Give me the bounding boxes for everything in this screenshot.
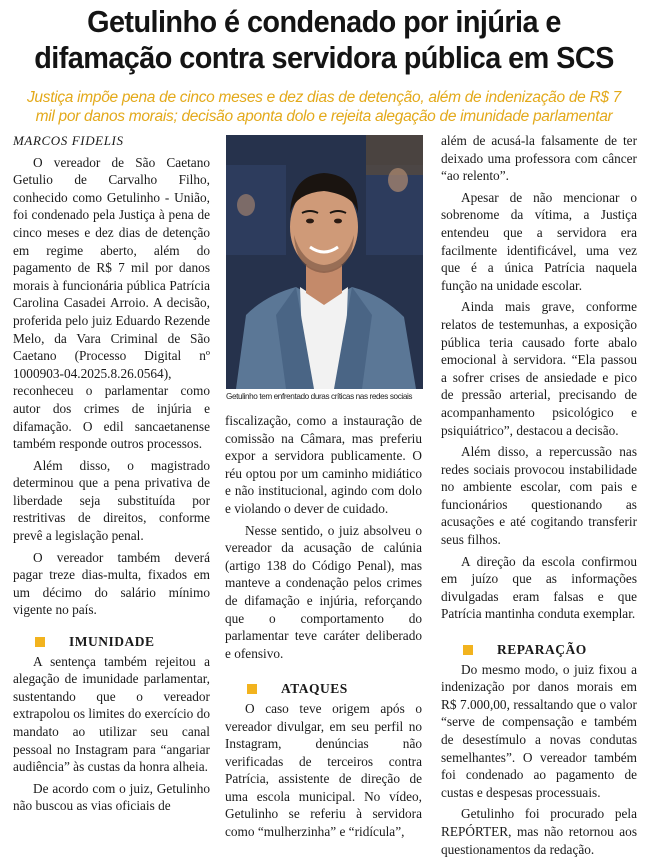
- paragraph: O caso teve origem após o vereador divulgar, em seu perfil no Instagram, denúncias não verificadas de terceiros contra Patrícia, assistente de direção de uma escola municipal. No vídeo, Getulinho se referiu à servidora como “mulherzinha” e “ridícula”,: [225, 700, 422, 840]
- paragraph: além de acusá-la falsamente de ter deixado uma professora com câncer “ao relento”.: [441, 133, 637, 184]
- paragraph: Apesar de não mencionar o sobrenome da vítima, a Justiça entendeu que a servidora era facilmente identificável, uma vez que é a única Patrícia naquela função na unidade escolar.: [441, 189, 637, 293]
- paragraph: fiscalização, como a instauração de comissão na Câmara, mas preferiu expor a servidora publicamente. O réu optou por um caminho midiático e não institucional, agindo com dolo e violando o dever de cuidado.: [225, 413, 422, 516]
- paragraph: Do mesmo modo, o juiz fixou a indenização por danos morais em R$ 7.000,00, ressaltando que o valor “serve de compensação e também de desestímulo a novas condutas semelhantes”. O vereador também foi condenado ao pagamento de custas e despesas processuais.: [441, 661, 637, 800]
- paragraph: Getulinho foi procurado pela REPÓRTER, mas não retornou aos questionamentos da redação.: [441, 806, 637, 857]
- paragraph: A sentença também rejeitou a alegação de imunidade parlamentar, sustentando que o vereador extrapolou os limites do exercício do mandato ao utilizar seu canal pessoal no Instagram para “angariar audiência” às custas da honra alheia.: [13, 653, 210, 775]
- subheadline: Justiça impõe pena de cinco meses e dez dias de detenção, além de indenização de R$ 7 mil por danos morais; decisão aponta dolo e rejeita alegação de imunidade parlamentar: [26, 89, 622, 125]
- paragraph: Além disso, o magistrado determinou que a pena privativa de liberdade seja substituída por restritivas de direitos, conforme prevê a legislação penal.: [13, 457, 210, 544]
- section-marker-icon: [463, 645, 473, 655]
- section-heading-text: IMUNIDADE: [69, 634, 155, 650]
- column-left: [13, 132, 210, 815]
- section-heading-imunidade: [13, 633, 210, 651]
- paragraph: O vereador também deverá pagar treze dias-multa, fixados em um décimo do salário mínimo vigente no país.: [13, 549, 210, 618]
- section-marker-icon: [35, 637, 45, 647]
- paragraph: O vereador de São Caetano Getulio de Carvalho Filho, conhecido como Getulinho - União, foi condenado pela Justiça à pena de cinco meses e dez dias de detenção em regime aberto, além do pagamento de R$ 7 mil por danos morais à funcionária pública Patrícia Carolina Casadei Arroio. A decisão, proferida pelo juiz Eduardo Rezende Melo, da Vara Criminal de São Caetano (Processo Digital nº 1000903-04.2025.8.26.0564), reconheceu o parlamentar como autor dos crimes de injúria e difamação. O edil sancaetanense também responde outros processos.: [13, 154, 210, 452]
- column-middle: [225, 412, 422, 841]
- section-heading-text: REPARAÇÃO: [497, 642, 587, 658]
- photo-caption: Getulinho tem enfrentado duras críticas nas redes sociais: [226, 392, 413, 401]
- headline: Getulinho é condenado por injúria e difamação contra servidora pública em SCS: [34, 4, 614, 75]
- section-marker-icon: [247, 684, 257, 694]
- column-right: [441, 132, 637, 858]
- paragraph: Nesse sentido, o juiz absolveu o vereador da acusação de calúnia (artigo 138 do Código Penal), mas manteve a condenação pelos crimes de difamação e injúria, reforçando que o comportamento do parlamentar teve caráter deliberado e ofensivo.: [225, 522, 422, 661]
- section-heading-ataques: [225, 680, 422, 698]
- article-photo: [226, 135, 423, 389]
- section-heading-text: ATAQUES: [281, 681, 348, 697]
- section-heading-reparacao: [441, 641, 637, 659]
- byline: MARCOS FIDELIS: [13, 133, 124, 148]
- paragraph: De acordo com o juiz, Getulinho não buscou as vias oficiais de: [13, 780, 210, 814]
- paragraph: A direção da escola confirmou em juízo que as informações divulgadas eram falsas e que Patrícia mantinha conduta exemplar.: [441, 553, 637, 622]
- paragraph: Ainda mais grave, conforme relatos de testemunhas, a exposição pública teria causado forte abalo emocional à servidora. “Ela passou a sofrer crises de ansiedade e pico de pressão arterial, precisando de acompanhamento psicológico e psiquiátrico”, destacou a decisão.: [441, 299, 637, 438]
- portrait-photo-icon: [226, 135, 423, 389]
- paragraph: Além disso, a repercussão nas redes sociais provocou instabilidade no ambiente escolar, com pais e funcionários questionando as acusações e até cogitando transferir seus filhos.: [441, 444, 637, 548]
